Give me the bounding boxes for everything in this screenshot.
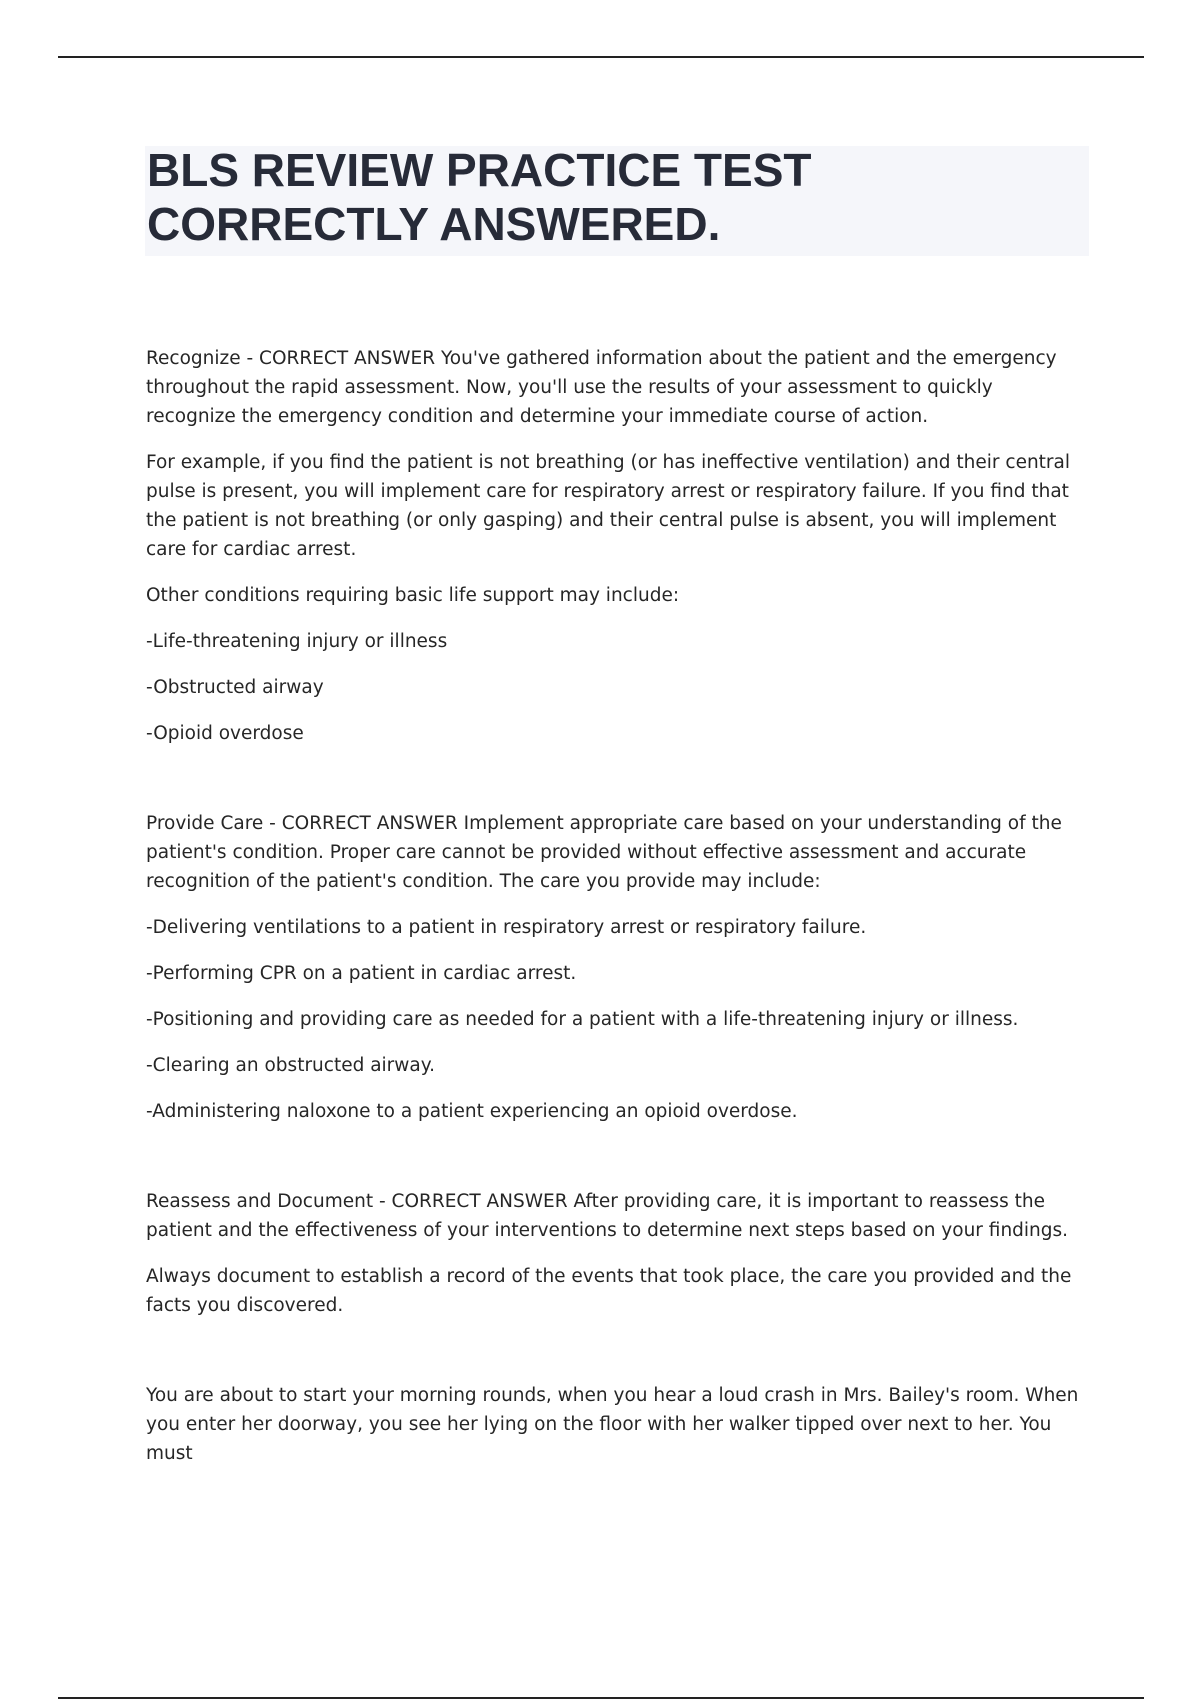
paragraph: Reassess and Document - CORRECT ANSWER After providing care, it is important to reassess the patient and the effectiveness of your interventions to determine next steps based on your findings. [146, 1191, 1069, 1241]
document-body [146, 344, 1088, 1485]
list-item: -Obstructed airway [146, 677, 324, 698]
paragraph: Always document to establish a record of the events that took place, the care you provided and the facts you discovered. [146, 1266, 1072, 1316]
paragraph: Recognize - CORRECT ANSWER You've gathered information about the patient and the emergency throughout the rapid assessment. Now, you'll use the results of your assessment to quickly recognize the emergency condition and determine your immediate course of action. [146, 348, 1057, 427]
section-provide-care [146, 809, 1088, 1126]
list-item: -Clearing an obstructed airway. [146, 1055, 435, 1076]
bottom-divider [58, 1697, 1144, 1699]
list-item: -Positioning and providing care as needed for a patient with a life-threatening injury or illness. [146, 1009, 1019, 1030]
top-divider [58, 56, 1144, 58]
section-spacer [146, 765, 1088, 809]
paragraph: Provide Care - CORRECT ANSWER Implement appropriate care based on your understanding of the patient's condition. Proper care cannot be provided without effective assessment and accurate recognition of the patient's condition. The care you provide may include: [146, 813, 1062, 892]
list-item: -Delivering ventilations to a patient in respiratory arrest or respiratory failure. [146, 917, 867, 938]
section-reassess [146, 1187, 1088, 1320]
list-item: -Opioid overdose [146, 723, 304, 744]
document-title [147, 143, 1087, 251]
section-spacer [146, 1143, 1088, 1187]
paragraph: You are about to start your morning rounds, when you hear a loud crash in Mrs. Bailey's room. When you enter her doorway, you see her lying on the floor with her walker tipped over next to her. You must [146, 1385, 1079, 1464]
list-item: -Life-threatening injury or illness [146, 631, 448, 652]
section-spacer [146, 1337, 1088, 1381]
title-line-2: CORRECTLY ANSWERED. [147, 198, 721, 250]
list-item: -Performing CPR on a patient in cardiac arrest. [146, 963, 577, 984]
title-line-1: BLS REVIEW PRACTICE TEST [147, 144, 812, 196]
paragraph: For example, if you find the patient is not breathing (or has ineffective ventilation) and their central pulse is present, you will implement care for respiratory arrest or respiratory failure. If you find that the patient is not breathing (or only gasping) and their central pulse is absent, you will implement care for cardiac arrest. [146, 452, 1071, 560]
section-scenario [146, 1381, 1088, 1468]
paragraph: Other conditions requiring basic life support may include: [146, 585, 680, 606]
section-recognize [146, 344, 1088, 748]
list-item: -Administering naloxone to a patient experiencing an opioid overdose. [146, 1101, 798, 1122]
